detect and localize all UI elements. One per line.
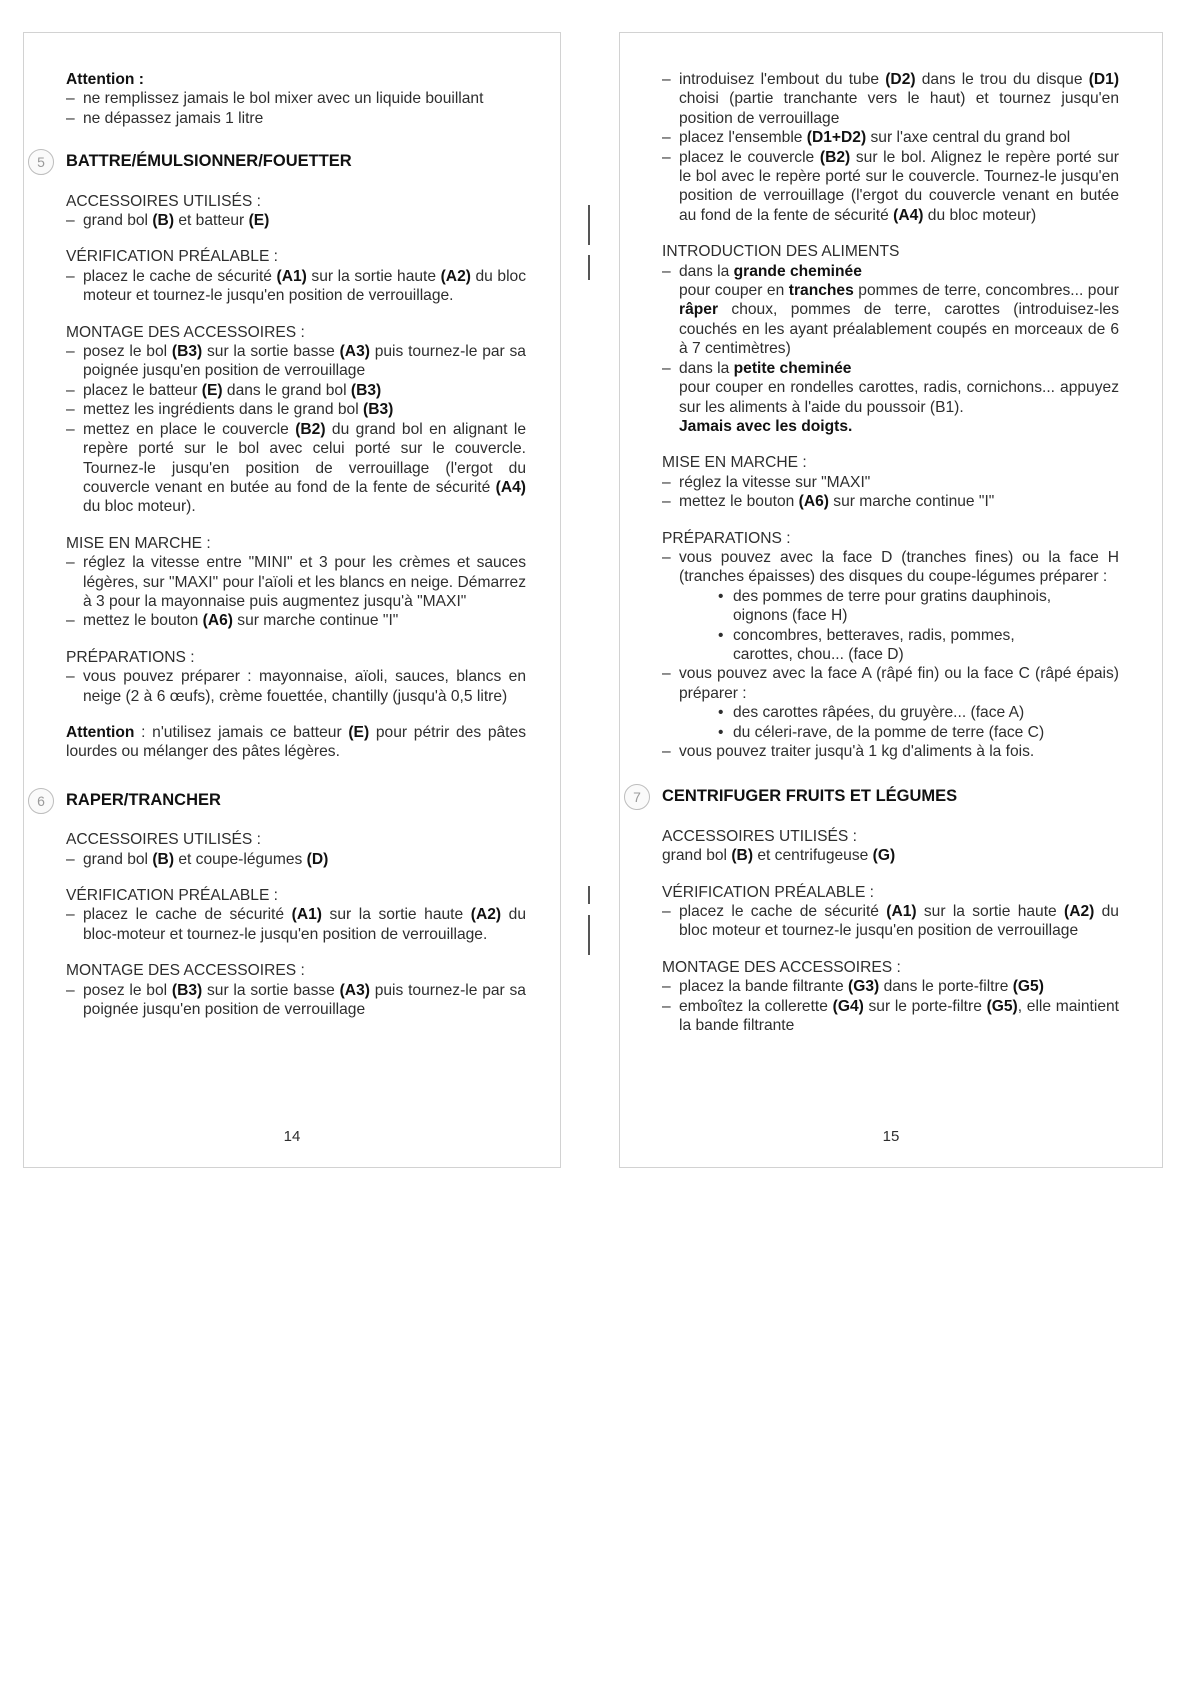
- list-item: – réglez la vitesse entre "MINI" et 3 pour les crèmes et sauces légères, sur "MAXI" pour l'aïoli et les blancs en neige. Démarrez à 3 pour la mayonnaise puis augmentez jusqu'à "MAXI": [66, 553, 526, 611]
- list-item: – placez la bande filtrante (G3) dans le porte-filtre (G5): [662, 977, 1119, 996]
- section-6-heading: [37, 790, 526, 810]
- list-item: – grand bol (B) et batteur (E): [66, 211, 526, 230]
- subheading: VÉRIFICATION PRÉALABLE :: [662, 883, 875, 901]
- list-item: – introduisez l'embout du tube (D2) dans le trou du disque (D1) choisi (partie tranchante vers le haut) et tournez jusqu'en position de verrouillage: [662, 70, 1119, 128]
- bullet-item: • du céleri-rave, de la pomme de terre (face C): [662, 723, 1119, 742]
- list-item: – dans la grande cheminée: [662, 262, 1119, 281]
- list-item: – mettez le bouton (A6) sur marche continue "I": [66, 611, 526, 630]
- subheading: VÉRIFICATION PRÉALABLE :: [66, 887, 279, 904]
- list-item: – placez le batteur (E) dans le grand bol (B3): [66, 381, 526, 400]
- subheading: VÉRIFICATION PRÉALABLE :: [66, 248, 279, 266]
- list-item: – vous pouvez traiter jusqu'à 1 kg d'aliments à la fois.: [662, 742, 1119, 761]
- list-item: – posez le bol (B3) sur la sortie basse (A3) puis tournez-le par sa poignée jusqu'en position de verrouillage: [66, 981, 526, 1020]
- warning-text: Jamais avec les doigts.: [679, 417, 853, 435]
- section-title: RAPER/TRANCHER: [66, 790, 221, 809]
- list-item: – posez le bol (B3) sur la sortie basse (A3) puis tournez-le par sa poignée jusqu'en position de verrouillage: [66, 342, 526, 381]
- list-item: – mettez en place le couvercle (B2) du grand bol en alignant le repère porté sur le bol avec celui porté sur le couvercle. Tournez-le jusqu'en position de verrouillage (l'ergot du couvercle venant en butée au fond de la fente de sécurité (A4) du bloc moteur).: [66, 420, 526, 517]
- list-item: – vous pouvez préparer : mayonnaise, aïoli, sauces, blancs en neige (2 à 6 œufs), crème fouettée, chantilly (jusqu'à 0,5 litre): [66, 667, 526, 706]
- section-number-badge: 6: [28, 788, 54, 814]
- attention-title: Attention :: [66, 71, 144, 88]
- section-number-badge: 5: [28, 149, 54, 175]
- left-page: [23, 32, 561, 1168]
- list-item: – mettez le bouton (A6) sur marche continue "I": [662, 492, 1119, 511]
- list-item: – dans la petite cheminée: [662, 359, 1119, 378]
- section-7-heading: [633, 787, 1119, 806]
- subheading: MONTAGE DES ACCESSOIRES :: [662, 958, 901, 976]
- list-item-body: pour couper en tranches pommes de terre, concombres... pour râper choux, pommes de terre, carottes (introduisez-les couchés en les ayant préalablement coupés en morceaux de 6 à 7 centimètres): [679, 282, 1120, 358]
- subheading: MISE EN MARCHE :: [66, 534, 211, 552]
- list-item: – réglez la vitesse sur "MAXI": [662, 473, 1119, 492]
- page-number: 15: [882, 1128, 900, 1145]
- list-item: – grand bol (B) et coupe-légumes (D): [66, 850, 526, 869]
- section-title: CENTRIFUGER FRUITS ET LÉGUMES: [662, 787, 958, 806]
- bullet-item: • concombres, betteraves, radis, pommes,: [662, 626, 1119, 645]
- bullet-item-cont: oignons (face H): [733, 607, 848, 625]
- binding-mark: [588, 205, 590, 245]
- binding-mark: [588, 886, 590, 904]
- list-item: – placez le cache de sécurité (A1) sur la sortie haute (A2) du bloc moteur et tournez-le jusqu'en position de verrouillage.: [66, 267, 526, 306]
- list-item: – vous pouvez avec la face A (râpé fin) ou la face C (râpé épais) préparer :: [662, 664, 1119, 703]
- subheading: MISE EN MARCHE :: [662, 454, 807, 472]
- attention-note: Attention : n'utilisez jamais ce batteur (E) pour pétrir des pâtes lourdes ou mélanger des pâtes légères.: [66, 723, 526, 761]
- list-item: – emboîtez la collerette (G4) sur le porte-filtre (G5), elle maintient la bande filtrante: [662, 997, 1119, 1036]
- subheading: ACCESSOIRES UTILISÉS :: [662, 827, 857, 845]
- attention-item: – ne dépassez jamais 1 litre: [66, 109, 526, 128]
- subheading: MONTAGE DES ACCESSOIRES :: [66, 323, 305, 341]
- bullet-item: • des pommes de terre pour gratins dauphinois,: [662, 587, 1119, 606]
- subheading: ACCESSOIRES UTILISÉS :: [66, 192, 261, 210]
- list-item: grand bol (B) et centrifugeuse (G): [662, 847, 896, 865]
- subheading: INTRODUCTION DES ALIMENTS: [662, 243, 900, 261]
- list-item: – placez le cache de sécurité (A1) sur la sortie haute (A2) du bloc-moteur et tournez-le jusqu'en position de verrouillage.: [66, 905, 526, 944]
- binding-mark: [588, 255, 590, 280]
- bullet-item: • des carottes râpées, du gruyère... (face A): [662, 703, 1119, 722]
- page-number: 14: [283, 1128, 301, 1145]
- list-item: – placez l'ensemble (D1+D2) sur l'axe central du grand bol: [662, 128, 1119, 147]
- list-item: – placez le couvercle (B2) sur le bol. Alignez le repère porté sur le bol avec le repère porté sur le couvercle. Tournez-le jusqu'en position de verrouillage (l'ergot du couvercle venant en butée au fond de la fente de sécurité (A4) du bloc moteur): [662, 148, 1119, 226]
- section-5-heading: [37, 152, 526, 171]
- section-number-badge: 7: [624, 784, 650, 810]
- subheading: PRÉPARATIONS :: [66, 648, 195, 666]
- section-title: BATTRE/ÉMULSIONNER/FOUETTER: [66, 152, 352, 171]
- list-item: – placez le cache de sécurité (A1) sur la sortie haute (A2) du bloc moteur et tournez-le jusqu'en position de verrouillage: [662, 902, 1119, 941]
- subheading: ACCESSOIRES UTILISÉS :: [66, 831, 261, 849]
- attention-item: – ne remplissez jamais le bol mixer avec un liquide bouillant: [66, 89, 526, 108]
- list-item-body: pour couper en rondelles carottes, radis, cornichons... appuyez sur les aliments à l'aide du poussoir (B1).: [679, 379, 1119, 416]
- list-item: – mettez les ingrédients dans le grand bol (B3): [66, 400, 526, 419]
- subheading: PRÉPARATIONS :: [662, 529, 791, 547]
- binding-mark: [588, 915, 590, 955]
- bullet-item-cont: carottes, chou... (face D): [733, 645, 904, 663]
- right-page: [619, 32, 1163, 1168]
- subheading: MONTAGE DES ACCESSOIRES :: [66, 962, 305, 980]
- list-item: – vous pouvez avec la face D (tranches fines) ou la face H (tranches épaisses) des disques du coupe-légumes préparer :: [662, 548, 1119, 587]
- right-page-content: [633, 70, 1120, 1035]
- left-page-content: [37, 70, 526, 1019]
